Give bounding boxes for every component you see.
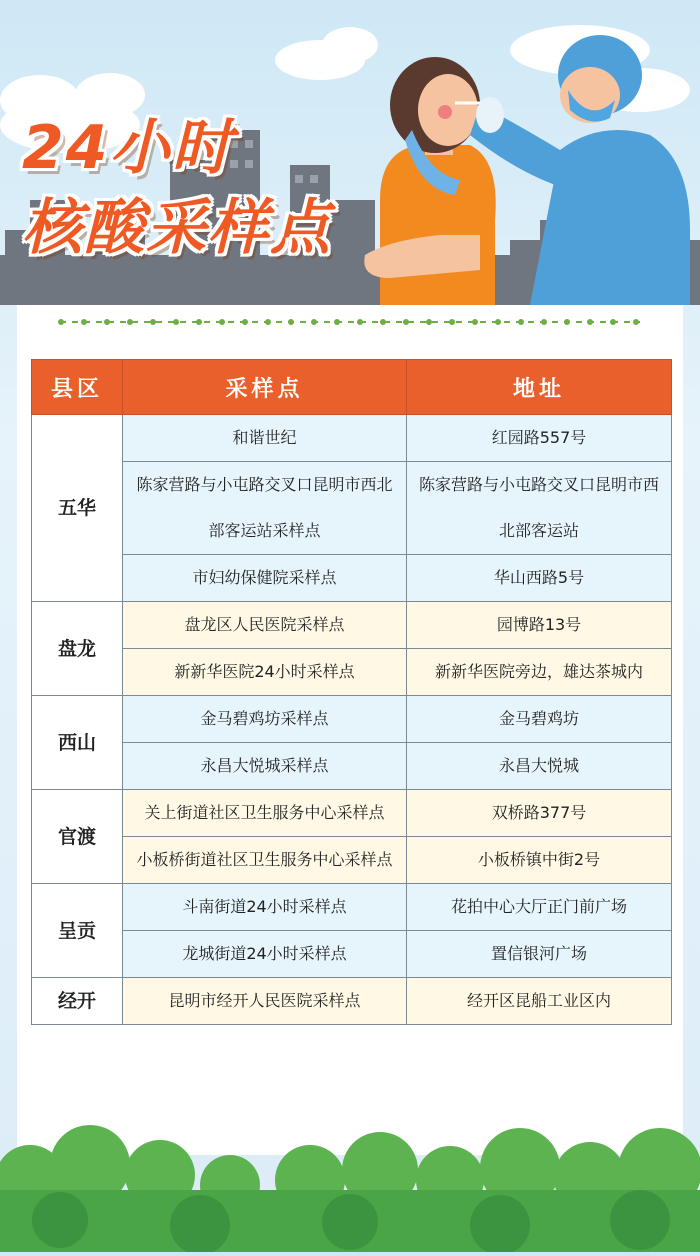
divider-dot — [610, 319, 616, 325]
address-cell: 陈家营路与小屯路交叉口昆明市西北部客运站 — [407, 462, 672, 555]
divider-dot — [311, 319, 317, 325]
address-cell: 置信银河广场 — [407, 931, 672, 978]
site-cell: 关上街道社区卫生服务中心采样点 — [123, 790, 407, 837]
divider-dot — [219, 319, 225, 325]
sampling-sites-table — [31, 359, 672, 1025]
site-cell: 新新华医院24小时采样点 — [123, 649, 407, 696]
header-site: 采样点 — [123, 360, 407, 415]
site-cell: 龙城街道24小时采样点 — [123, 931, 407, 978]
address-cell: 永昌大悦城 — [407, 743, 672, 790]
page-title-line1: 24小时 — [22, 113, 234, 183]
address-cell: 金马碧鸡坊 — [407, 696, 672, 743]
table-row — [32, 696, 672, 743]
divider-dot — [265, 319, 271, 325]
site-cell: 小板桥街道社区卫生服务中心采样点 — [123, 837, 407, 884]
divider-dot — [150, 319, 156, 325]
divider-dot — [242, 319, 248, 325]
divider-dot — [449, 319, 455, 325]
footer-greenery — [0, 1110, 700, 1252]
divider-dot — [196, 319, 202, 325]
divider-dot — [173, 319, 179, 325]
address-cell: 花拍中心大厅正门前广场 — [407, 884, 672, 931]
divider-dot — [541, 319, 547, 325]
divider-dot — [288, 319, 294, 325]
header-address: 地址 — [407, 360, 672, 415]
divider-dot — [81, 319, 87, 325]
dotted-divider — [60, 321, 640, 323]
divider-dot — [472, 319, 478, 325]
address-cell: 经开区昆船工业区内 — [407, 978, 672, 1025]
divider-dot — [518, 319, 524, 325]
address-cell: 园博路13号 — [407, 602, 672, 649]
divider-dot — [587, 319, 593, 325]
divider-dot — [58, 319, 64, 325]
table-row — [32, 555, 672, 602]
hero-banner — [0, 0, 700, 305]
address-cell: 华山西路5号 — [407, 555, 672, 602]
header-district: 县区 — [32, 360, 123, 415]
divider-dot — [403, 319, 409, 325]
site-cell: 市妇幼保健院采样点 — [123, 555, 407, 602]
site-cell: 金马碧鸡坊采样点 — [123, 696, 407, 743]
address-cell: 新新华医院旁边，雄达茶城内 — [407, 649, 672, 696]
address-cell: 红园路557号 — [407, 415, 672, 462]
divider-dot — [104, 319, 110, 325]
table-row — [32, 415, 672, 462]
district-cell: 五华 — [32, 415, 123, 602]
divider-dot — [495, 319, 501, 325]
site-cell: 和谐世纪 — [123, 415, 407, 462]
table-row — [32, 978, 672, 1025]
bush-icon — [0, 1110, 700, 1252]
district-cell: 经开 — [32, 978, 123, 1025]
table-row — [32, 837, 672, 884]
divider-dot — [633, 319, 639, 325]
site-cell: 永昌大悦城采样点 — [123, 743, 407, 790]
table-row — [32, 743, 672, 790]
divider-dot — [334, 319, 340, 325]
divider-dot — [357, 319, 363, 325]
district-cell: 西山 — [32, 696, 123, 790]
site-cell: 盘龙区人民医院采样点 — [123, 602, 407, 649]
address-cell: 小板桥镇中街2号 — [407, 837, 672, 884]
patient-icon — [364, 57, 495, 305]
table-row — [32, 649, 672, 696]
table-header-row — [32, 360, 672, 415]
table-row — [32, 884, 672, 931]
divider-dot — [127, 319, 133, 325]
divider-dot — [426, 319, 432, 325]
table-row — [32, 931, 672, 978]
site-cell: 斗南街道24小时采样点 — [123, 884, 407, 931]
district-cell: 官渡 — [32, 790, 123, 884]
table-row — [32, 462, 672, 555]
address-cell: 双桥路377号 — [407, 790, 672, 837]
page-title-line2: 核酸采样点 — [22, 193, 332, 263]
table-row — [32, 602, 672, 649]
table-row — [32, 790, 672, 837]
district-cell: 盘龙 — [32, 602, 123, 696]
divider-dot — [564, 319, 570, 325]
site-cell: 陈家营路与小屯路交叉口昆明市西北部客运站采样点 — [123, 462, 407, 555]
divider-dot — [380, 319, 386, 325]
site-cell: 昆明市经开人民医院采样点 — [123, 978, 407, 1025]
district-cell: 呈贡 — [32, 884, 123, 978]
